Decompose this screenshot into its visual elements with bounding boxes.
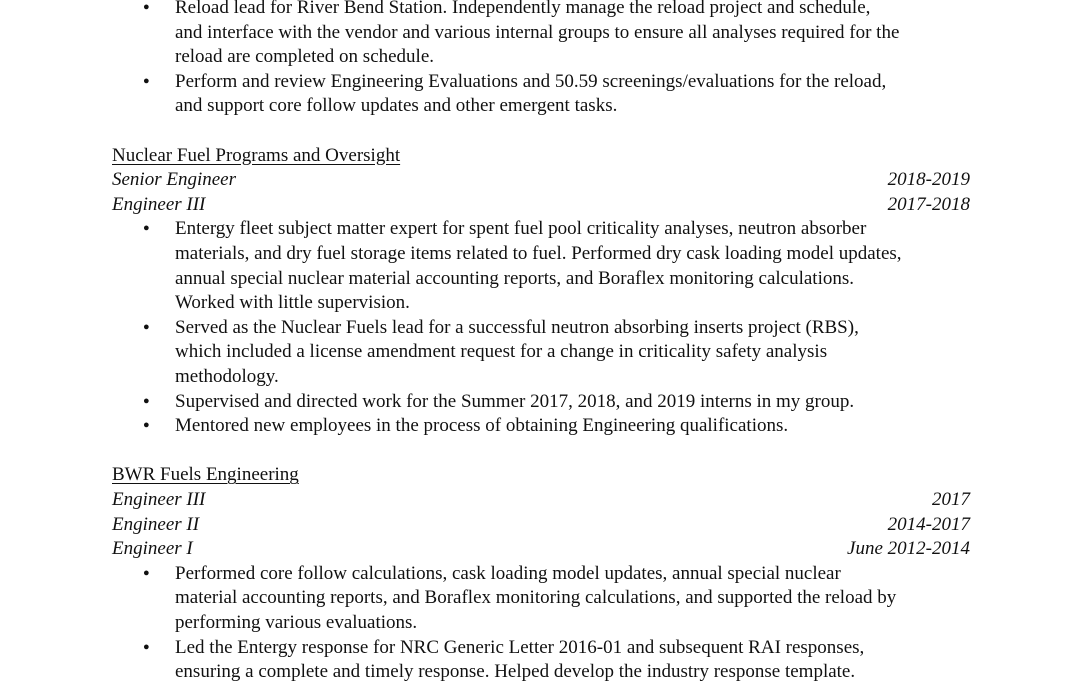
role-line [0, 167, 1080, 192]
bullet-text: and interface with the vendor and various internal groups to ensure all analyses required for the [175, 21, 900, 43]
job-dates: 2017 [932, 489, 970, 510]
bullet-line [0, 290, 1080, 315]
bullet-text: annual special nuclear material accounting reports, and Boraflex monitoring calculations. [175, 267, 854, 289]
bullet-text: Perform and review Engineering Evaluations and 50.59 screenings/evaluations for the reload, [175, 70, 887, 92]
bullet-line [0, 0, 1080, 20]
bullet-icon: ● [143, 419, 150, 432]
bullet-line [0, 266, 1080, 291]
job-dates: 2017-2018 [887, 193, 970, 215]
job-title: Engineer III [112, 489, 206, 510]
role-line [0, 512, 1080, 537]
bullet-text: which included a license amendment request for a change in criticality safety analysis [175, 341, 828, 363]
bullet-text: Entergy fleet subject matter expert for spent fuel pool criticality analyses, neutron absorber [175, 218, 867, 240]
bullet-text: ensuring a complete and timely response. Helped develop the industry response template. [175, 661, 856, 683]
bullet-line [0, 389, 1080, 414]
bullet-text: Led the Entergy response for NRC Generic Letter 2016-01 and subsequent RAI responses, [175, 636, 865, 658]
bullet-line [0, 561, 1080, 586]
bullet-line [0, 659, 1080, 684]
job-title: Engineer II [112, 513, 200, 535]
bullet-line [0, 93, 1080, 118]
role-line [0, 192, 1080, 217]
bullet-text: reload are completed on schedule. [175, 46, 435, 68]
bullet-line [0, 364, 1080, 389]
bullet-icon: ● [143, 1, 150, 13]
bullet-text: Performed core follow calculations, cask loading model updates, annual special nuclear [175, 562, 841, 584]
bullet-icon: ● [143, 320, 150, 333]
job-title: Senior Engineer [112, 169, 237, 191]
bullet-icon: ● [143, 394, 150, 407]
bullet-text: materials, and dry fuel storage items related to fuel. Performed dry cask loading model updates, [175, 243, 902, 264]
bullet-line [0, 585, 1080, 610]
role-line [0, 487, 1080, 512]
bullet-text: Supervised and directed work for the Summer 2017, 2018, and 2019 interns in my group. [175, 390, 855, 412]
bullet-icon: ● [143, 566, 150, 579]
job-title: Engineer III [112, 193, 206, 215]
bullet-text: Reload lead for River Bend Station. Independently manage the reload project and schedule, [175, 0, 871, 18]
section-heading: Nuclear Fuel Programs and Oversight [112, 144, 401, 166]
bullet-text: Worked with little supervision. [175, 292, 410, 314]
role-line [0, 536, 1080, 561]
job-title: Engineer I [112, 538, 193, 560]
bullet-line [0, 20, 1080, 45]
bullet-text: performing various evaluations. [175, 612, 418, 633]
section-heading-line [0, 143, 1080, 168]
bullet-line [0, 69, 1080, 94]
job-dates: 2014-2017 [887, 513, 970, 535]
bullet-text: Mentored new employees in the process of obtaining Engineering qualifications. [175, 415, 789, 437]
bullet-line [0, 339, 1080, 364]
job-dates: June 2012-2014 [847, 538, 970, 560]
section-heading-line [0, 462, 1080, 487]
bullet-text: material accounting reports, and Boraflex monitoring calculations, and supported the reload by [175, 587, 897, 609]
bullet-text: Served as the Nuclear Fuels lead for a successful neutron absorbing inserts project (RBS), [175, 316, 859, 338]
bullet-icon: ● [143, 222, 150, 235]
section-heading: BWR Fuels Engineering [112, 464, 299, 486]
bullet-line [0, 315, 1080, 340]
bullet-icon: ● [143, 640, 150, 653]
bullet-text: and support core follow updates and other emergent tasks. [175, 95, 618, 117]
bullet-text: methodology. [175, 366, 279, 387]
bullet-line [0, 241, 1080, 266]
bullet-line [0, 610, 1080, 635]
bullet-line [0, 413, 1080, 438]
bullet-line [0, 635, 1080, 660]
bullet-icon: ● [143, 74, 150, 87]
bullet-line [0, 44, 1080, 69]
job-dates: 2018-2019 [887, 169, 970, 191]
bullet-line [0, 216, 1080, 241]
